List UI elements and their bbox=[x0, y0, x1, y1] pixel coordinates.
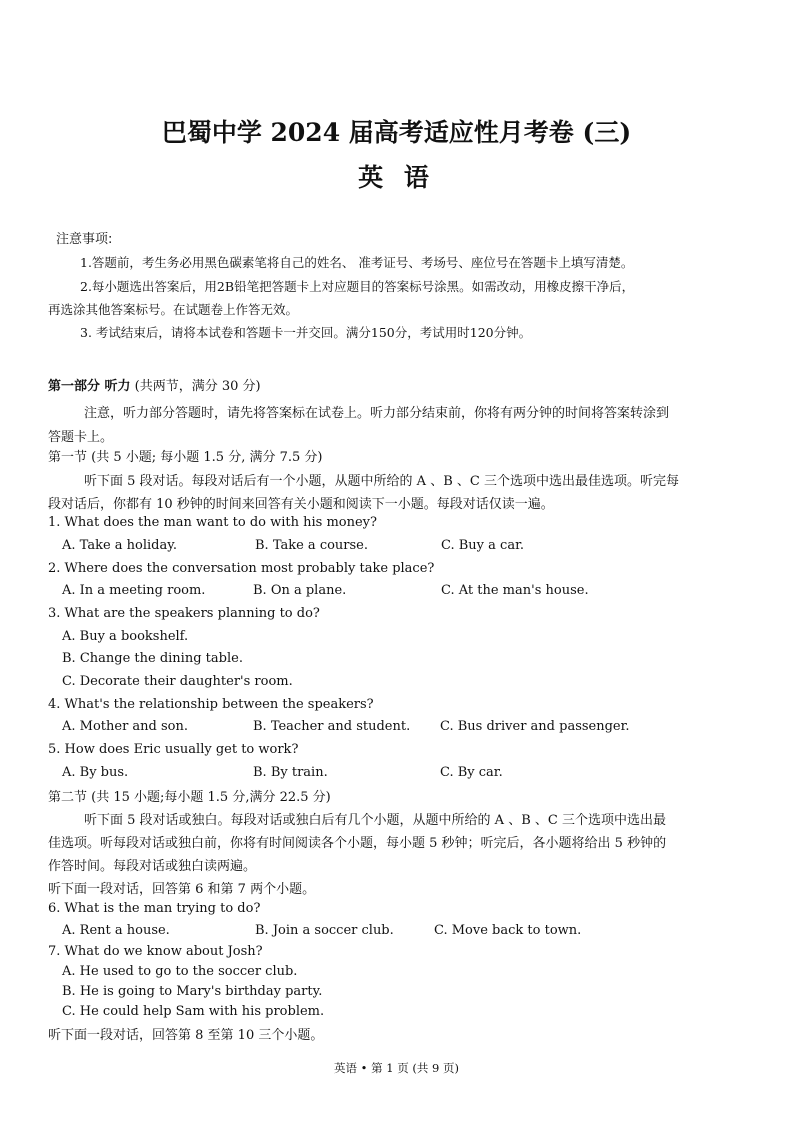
part1-heading bbox=[48, 375, 261, 394]
question-7-option-a: A. He used to go to the soccer club. bbox=[62, 964, 298, 979]
notice-item-2: 2.每小题选出答案后，用2B铅笔把答题卡上对应题目的答案标号涂黑。如需改动，用橡皮擦干净后， bbox=[80, 279, 635, 294]
dialogue-8-10-intro: 听下面一段对话，回答第 8 至第 10 三个小题。 bbox=[48, 1028, 324, 1043]
section2-intro: 听下面 5 段对话或独白。每段对话或独白后有几个小题，从题中所给的 A 、B 、C 三个选项中选出最 bbox=[84, 813, 666, 828]
part1-intro: 注意，听力部分答题时，请先将答案标在试卷上。听力部分结束前，你将有两分钟的时间将答案转涂到 bbox=[84, 406, 670, 421]
question-2-option-c: C. At the man's house. bbox=[441, 583, 589, 598]
question-5-option-c: C. By car. bbox=[440, 765, 503, 780]
question-4-option-c: C. Bus driver and passenger. bbox=[440, 719, 630, 734]
section2-intro-cont-1: 佳选项。听每段对话或独白前，你将有时间阅读各个小题，每小题 5 秒钟；听完后，各小题将给出 5 秒钟的 bbox=[48, 836, 667, 851]
question-7-stem: 7. What do we know about Josh? bbox=[48, 944, 263, 959]
subject-title: 英 语 bbox=[358, 163, 435, 192]
notice-heading: 注意事项: bbox=[56, 232, 113, 247]
question-6-option-c: C. Move back to town. bbox=[434, 923, 582, 938]
question-1-option-a: A. Take a holiday. bbox=[62, 538, 177, 553]
question-4-option-a: A. Mother and son. bbox=[62, 719, 189, 734]
page-footer: 英语 • 第 1 页 (共 9 页) bbox=[334, 1061, 459, 1075]
question-3-stem: 3. What are the speakers planning to do? bbox=[48, 606, 320, 621]
question-6-stem: 6. What is the man trying to do? bbox=[48, 901, 261, 916]
section2-intro-cont-2: 作答时间。每段对话或独白读两遍。 bbox=[48, 859, 257, 874]
part1-intro-cont: 答题卡上。 bbox=[48, 430, 114, 445]
notice-item-2-cont: 再选涂其他答案标号。在试题卷上作答无效。 bbox=[48, 302, 299, 317]
notice-item-1: 1.答题前，考生务必用黑色碳素笔将自己的姓名、 准考证号、考场号、座位号在答题卡上填写清楚。 bbox=[80, 255, 634, 270]
question-4-stem: 4. What's the relationship between the speakers? bbox=[48, 697, 374, 712]
section2-heading: 第二节 (共 15 小题;每小题 1.5 分,满分 22.5 分) bbox=[48, 790, 331, 805]
question-4-option-b: B. Teacher and student. bbox=[253, 719, 411, 734]
question-2-option-a: A. In a meeting room. bbox=[62, 583, 206, 598]
part1-heading-bold: 第一部分 听力 bbox=[48, 379, 131, 394]
dialogue-6-7-intro: 听下面一段对话，回答第 6 和第 7 两个小题。 bbox=[48, 882, 316, 897]
question-7-option-b: B. He is going to Mary's birthday party. bbox=[62, 984, 323, 999]
question-1-option-b: B. Take a course. bbox=[255, 538, 369, 553]
question-6-option-b: B. Join a soccer club. bbox=[255, 923, 394, 938]
exam-title: 巴蜀中学 2024 届高考适应性月考卷 (三) bbox=[161, 118, 632, 147]
question-5-option-a: A. By bus. bbox=[62, 765, 129, 780]
section1-heading: 第一节 (共 5 小题; 每小题 1.5 分, 满分 7.5 分) bbox=[48, 450, 323, 465]
question-2-stem: 2. Where does the conversation most probably take place? bbox=[48, 561, 435, 576]
section1-intro-cont: 段对话后，你都有 10 秒钟的时间来回答有关小题和阅读下一小题。每段对话仅读一遍。 bbox=[48, 497, 554, 512]
question-3-option-a: A. Buy a bookshelf. bbox=[62, 629, 189, 644]
part1-heading-rest: (共两节，满分 30 分) bbox=[134, 379, 261, 394]
question-1-option-c: C. Buy a car. bbox=[441, 538, 524, 553]
question-2-option-b: B. On a plane. bbox=[253, 583, 347, 598]
notice-item-3: 3. 考试结束后，请将本试卷和答题卡一并交回。满分150分，考试用时120分钟。 bbox=[80, 325, 532, 340]
question-1-stem: 1. What does the man want to do with his money? bbox=[48, 515, 377, 530]
question-6-option-a: A. Rent a house. bbox=[62, 923, 170, 938]
question-7-option-c: C. He could help Sam with his problem. bbox=[62, 1004, 325, 1019]
section1-intro: 听下面 5 段对话。每段对话后有一个小题，从题中所给的 A 、B 、C 三个选项中选出最佳选项。听完每 bbox=[84, 474, 679, 489]
question-3-option-b: B. Change the dining table. bbox=[62, 651, 243, 666]
question-5-stem: 5. How does Eric usually get to work? bbox=[48, 742, 299, 757]
question-5-option-b: B. By train. bbox=[253, 765, 328, 780]
question-3-option-c: C. Decorate their daughter's room. bbox=[62, 674, 293, 689]
